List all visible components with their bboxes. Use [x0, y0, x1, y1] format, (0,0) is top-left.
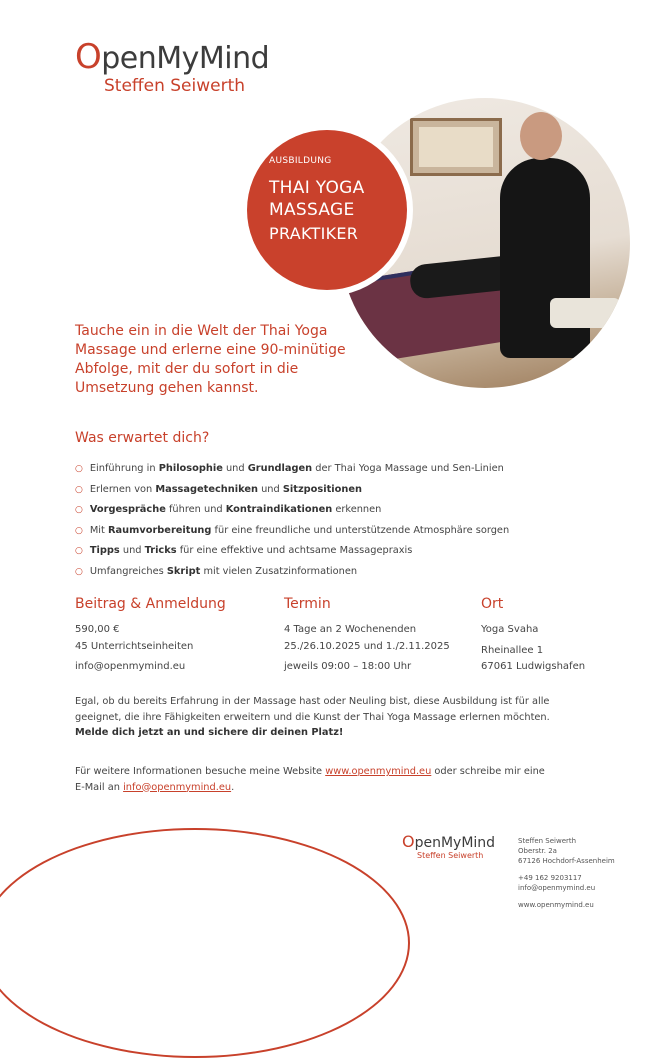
- date-line3: jeweils 09:00 – 18:00 Uhr: [284, 661, 412, 672]
- bullet-icon: ○: [75, 566, 83, 577]
- contact-paragraph: Für weitere Informationen besuche meine Website www.openmymind.eu oder schreibe mir eine E-Mail an info@openmymind.eu.: [75, 766, 545, 793]
- wall-picture: [410, 118, 502, 176]
- list-item: ○ Einführung in Philosophie und Grundlagen der Thai Yoga Massage und Sen-Linien: [75, 463, 504, 474]
- course-badge: [247, 130, 407, 290]
- place-heading: Ort: [481, 596, 504, 612]
- fee-email[interactable]: info@openmymind.eu: [75, 661, 186, 672]
- badge-title-line3: PRAKTIKER: [269, 224, 359, 243]
- footer-email[interactable]: info@openmymind.eu: [518, 884, 596, 892]
- date-heading: Termin: [284, 596, 331, 612]
- footer-website[interactable]: www.openmymind.eu: [518, 901, 594, 909]
- fee-column: [75, 596, 226, 676]
- list-item: ○ Erlernen von Massagetechniken und Sitzpositionen: [75, 483, 362, 495]
- bullet-icon: ○: [75, 484, 83, 495]
- fee-heading: Beitrag & Anmeldung: [75, 596, 226, 612]
- expect-list: [75, 459, 509, 583]
- intro-text: Tauche ein in die Welt der Thai Yoga Massage und erlerne eine 90-minütige Abfolge, mit der du sofort in die Umsetzung gehen kannst.: [75, 323, 346, 396]
- place-column: [481, 596, 585, 676]
- call-to-action: Melde dich jetzt an und sichere dir deinen Platz!: [75, 727, 344, 738]
- list-item: ○ Vorgespräche führen und Kontraindikationen erkennen: [75, 504, 382, 516]
- fee-units: 45 Unterrichtseinheiten: [75, 640, 194, 652]
- date-column: [284, 596, 450, 676]
- closing-paragraph: Egal, ob du bereits Erfahrung in der Massage hast oder Neuling bist, diese Ausbildung ist für alle geeignet, die ihre Fähigkeiten erweitern und die Kunst der Thai Yoga Massage erlernen möchten. Melde dich jetzt an und sichere dir deinen Platz!: [75, 696, 550, 738]
- expect-heading: Was erwartet dich?: [75, 430, 210, 446]
- logo-wordmark: OpenMyMind: [75, 37, 270, 77]
- bullet-icon: ○: [75, 505, 83, 516]
- badge-kicker: AUSBILDUNG: [269, 156, 332, 166]
- place-name: Yoga Svaha: [481, 624, 539, 635]
- list-item: ○ Tipps und Tricks für eine effektive und achtsame Massagepraxis: [75, 545, 413, 557]
- bullet-icon: ○: [75, 464, 83, 474]
- brand-logo: [75, 37, 270, 96]
- footer-phone: +49 162 9203117: [518, 874, 582, 882]
- footer-address: Steffen Seiwerth Oberstr. 2a 67126 Hochdorf-Assenheim +49 162 9203117 info@openmymind.eu www.openmymind.eu: [518, 837, 615, 909]
- bullet-icon: ○: [75, 525, 83, 536]
- bullet-icon: ○: [75, 546, 83, 557]
- practitioner-head: [520, 112, 562, 160]
- date-line1: 4 Tage an 2 Wochenenden: [284, 624, 417, 635]
- date-line2: 25./26.10.2025 und 1./2.11.2025: [284, 640, 450, 652]
- place-street: Rheinallee 1: [481, 644, 544, 656]
- fee-price: 590,00 €: [75, 624, 120, 635]
- list-item: ○ Mit Raumvorbereitung für eine freundliche und unterstützende Atmosphäre sorgen: [75, 524, 510, 536]
- website-link[interactable]: www.openmymind.eu: [325, 766, 432, 777]
- place-city: 67061 Ludwigshafen: [481, 661, 586, 672]
- email-link[interactable]: info@openmymind.eu: [123, 781, 232, 793]
- practitioner-figure: [500, 158, 590, 358]
- list-item: ○ Umfangreiches Skript mit vielen Zusatzinformationen: [75, 565, 358, 577]
- blanket: [550, 298, 620, 328]
- logo-owner: Steffen Seiwerth: [104, 76, 246, 96]
- badge-title-line2: MASSAGE: [269, 200, 355, 220]
- decorative-arc: [0, 828, 410, 1058]
- footer-logo: OpenMyMind Steffen Seiwerth: [402, 832, 496, 860]
- badge-title-line1: THAI YOGA: [269, 178, 365, 198]
